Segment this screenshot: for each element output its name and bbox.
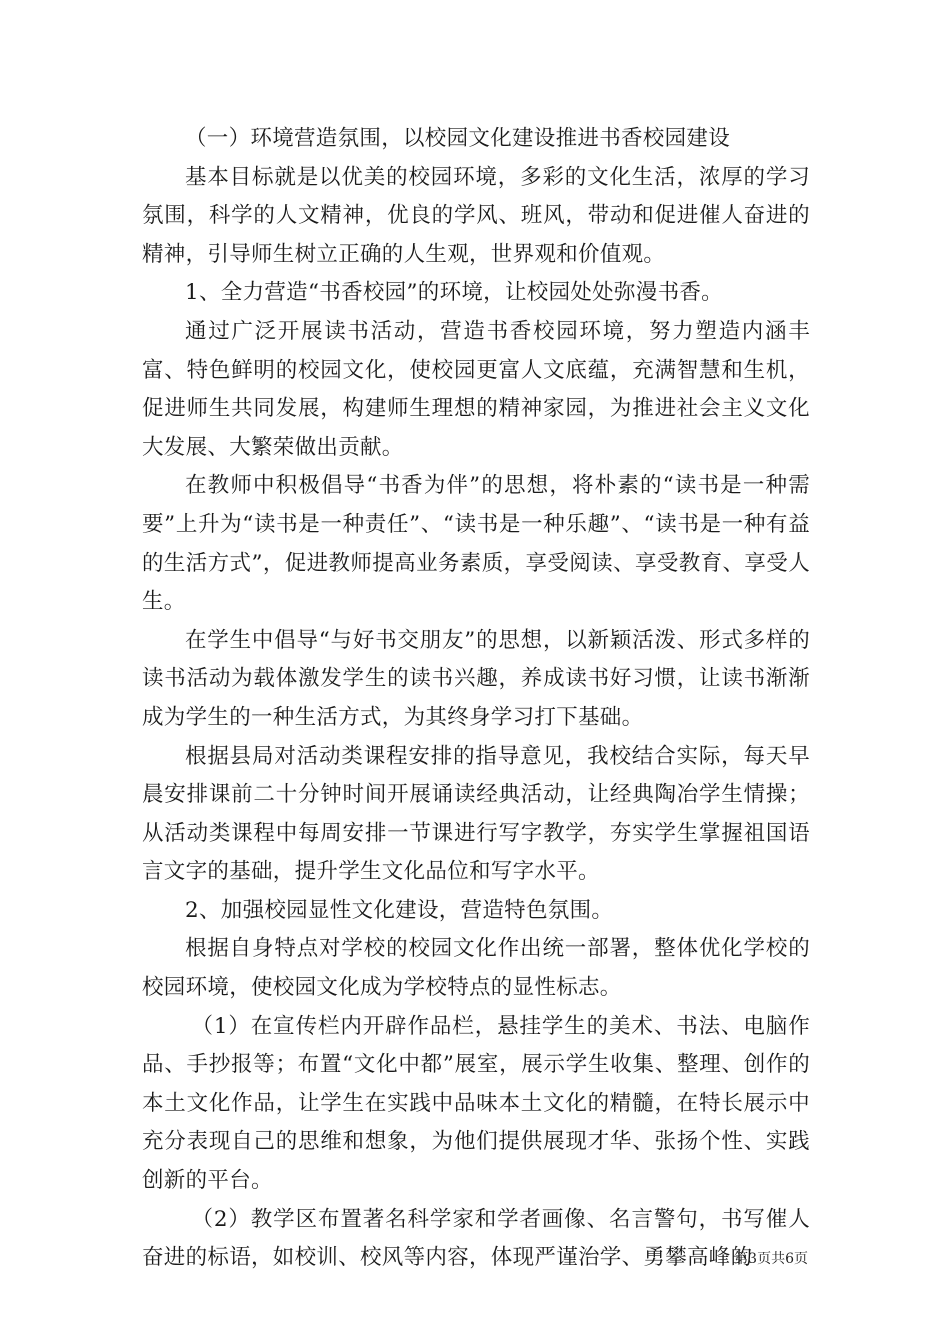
document-body: [142, 120, 810, 1278]
subheading-1: 1、全力营造“书香校园”的环境，让校园处处弥漫书香。: [185, 280, 723, 306]
paragraph-item-2: （2）教学区布置著名科学家和学者画像、名言警句，书写催人奋进的标语，如校训、校风等内容，体现严谨治学、勇攀高峰的: [142, 1206, 810, 1271]
paragraph-reading-activities: 通过广泛开展读书活动，营造书香校园环境，努力塑造内涵丰富、特色鲜明的校园文化，使校园更富人文底蕴，充满智慧和生机，促进师生共同发展，构建师生理想的精神家园，为推进社会主义文化大发展、大繁荣做出贡献。: [142, 318, 810, 460]
section-heading: （一）环境营造氛围，以校园文化建设推进书香校园建设: [185, 126, 731, 151]
page-number-footer: 第3页共6页: [734, 1251, 808, 1267]
paragraph-deployment: 根据自身特点对学校的校园文化作出统一部署，整体优化学校的校园环境，使校园文化成为学校特点的显性标志。: [142, 936, 810, 1001]
paragraph-teachers: 在教师中积极倡导“书香为伴”的思想，将朴素的“读书是一种需要”上升为“读书是一种责任”、“读书是一种乐趣”、“读书是一种有益的生活方式”，促进教师提高业务素质，享受阅读、享受教育、享受人生。: [142, 473, 810, 615]
subheading-2: 2、加强校园显性文化建设，营造特色氛围。: [185, 897, 614, 923]
paragraph-students: 在学生中倡导“与好书交朋友”的思想，以新颖活泼、形式多样的读书活动为载体激发学生的读书兴趣，养成读书好习惯，让读书渐渐成为学生的一种生活方式，为其终身学习打下基础。: [142, 627, 810, 730]
paragraph-goal: 基本目标就是以优美的校园环境，多彩的文化生活，浓厚的学习氛围，科学的人文精神，优良的学风、班风，带动和促进催人奋进的精神，引导师生树立正确的人生观，世界观和价值观。: [142, 164, 810, 267]
paragraph-item-1: （1）在宣传栏内开辟作品栏，悬挂学生的美术、书法、电脑作品、手抄报等；布置“文化中都”展室，展示学生收集、整理、创作的本土文化作品，让学生在实践中品味本土文化的精髓，在特长展示中充分表现自己的思维和想象，为他们提供展现才华、张扬个性、实践创新的平台。: [142, 1013, 810, 1194]
paragraph-schedule: 根据县局对活动类课程安排的指导意见，我校结合实际，每天早晨安排课前二十分钟时间开展诵读经典活动，让经典陶冶学生情操；从活动类课程中每周安排一节课进行写字教学，夯实学生掌握祖国语言文字的基础，提升学生文化品位和写字水平。: [142, 743, 810, 885]
